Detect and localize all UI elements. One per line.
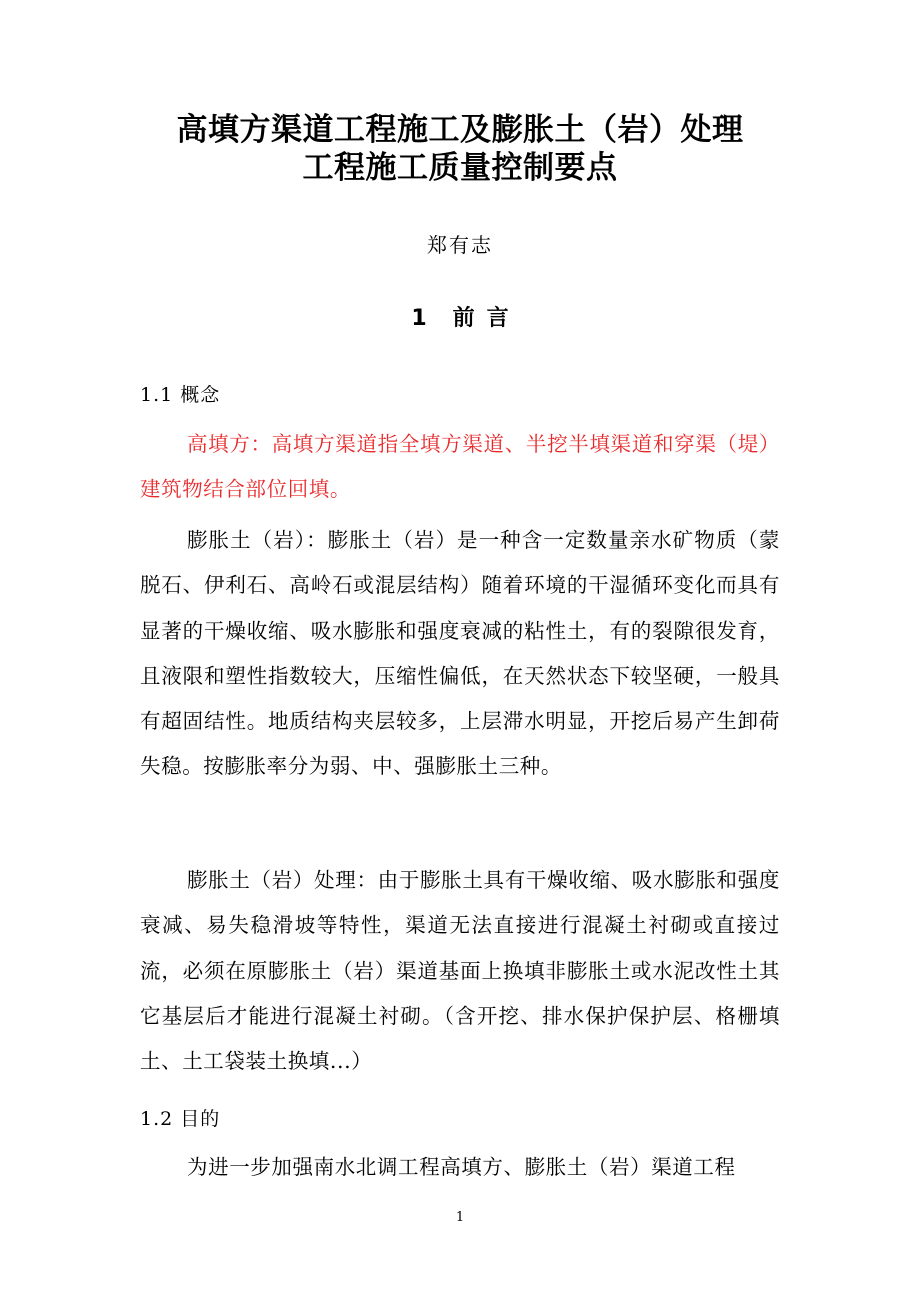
page-number: 1	[455, 1210, 465, 1225]
document-title-line1: 高填方渠道工程施工及膨胀土（岩）处理	[176, 112, 744, 148]
section-heading	[0, 302, 920, 336]
paragraph-purpose: 为进一步加强南水北调工程高填方、膨胀土（岩）渠道工程	[187, 1155, 736, 1179]
section-title-part2: 言	[486, 306, 509, 331]
subsection-heading-1-2: 1.2 目的	[140, 1108, 221, 1130]
document-title-line2: 工程施工质量控制要点	[302, 150, 618, 186]
section-number: 1	[411, 306, 427, 331]
paragraph-definition-expansive-soil: 膨胀土（岩）：膨胀土（岩）是一种含一定数量亲水矿物质（蒙脱石、伊利石、高岭石或混层结构）随着环境的干湿循环变化而具有显著的干燥收缩、吸水膨胀和强度衰减的粘性土，有的裂隙很发育，且液限和塑性指数较大，压缩性偏低，在天然状态下较坚硬，一般具有超固结性。地质结构夹层较多，上层滞水明显，开挖后易产生卸荷失稳。按膨胀率分为弱、中、强膨胀土三种。	[140, 528, 780, 779]
paragraph-definition-treatment: 膨胀土（岩）处理：由于膨胀土具有干燥收缩、吸水膨胀和强度衰减、易失稳滑坡等特性，渠道无法直接进行混凝土衬砌或直接过流，必须在原膨胀土（岩）渠道基面上换填非膨胀土或水泥改性土其它基层后才能进行混凝土衬砌。（含开挖、排水保护保护层、格栅填土、土工袋装土换填...）	[140, 868, 780, 1074]
subsection-heading-1-1: 1.1 概念	[140, 384, 221, 406]
section-title-part1: 前	[452, 306, 475, 331]
paragraph-definition-high-fill: 高填方：高填方渠道指全填方渠道、半挖半填渠道和穿渠（堤）建筑物结合部位回填。	[140, 432, 780, 502]
author-name: 郑有志	[427, 233, 493, 257]
